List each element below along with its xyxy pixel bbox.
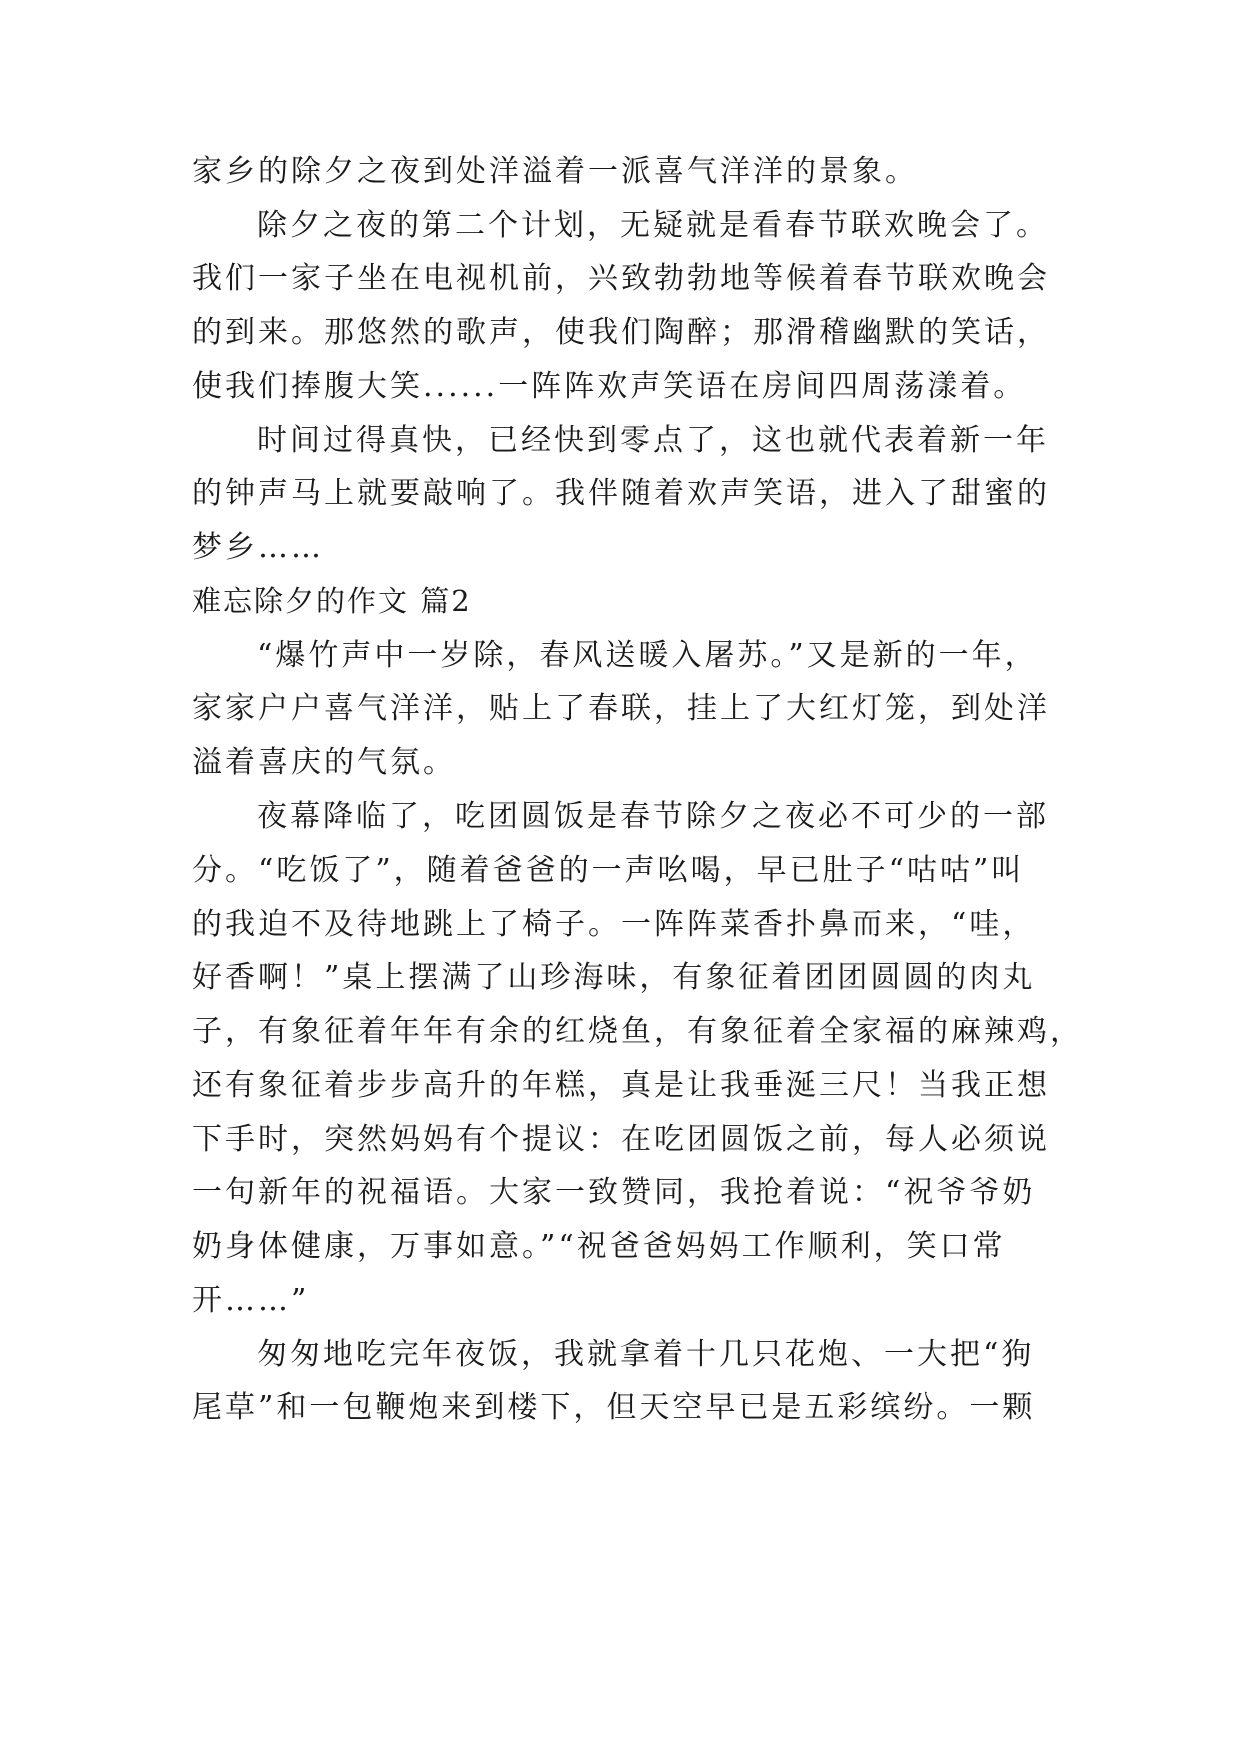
paragraph-line: 时间过得真快，已经快到零点了，这也就代表着新一年: [257, 423, 1049, 458]
paragraph-line: 家家户户喜气洋洋，贴上了春联，挂上了大红灯笼，到处洋: [192, 691, 1050, 726]
paragraph-line: 夜幕降临了，吃团圆饭是春节除夕之夜必不可少的一部: [257, 799, 1049, 834]
paragraph-line: 匆匆地吃完年夜饭，我就拿着十几只花炮、一大把“狗: [257, 1337, 1035, 1372]
paragraph-line: “爆竹声中一岁除，春风送暖入屠苏。”又是新的一年，: [257, 638, 1038, 673]
paragraph-line: 溢着喜庆的气氛。: [192, 745, 456, 780]
paragraph-line: 下手时，突然妈妈有个提议：在吃团圆饭之前，每人必须说: [192, 1122, 1050, 1157]
section-heading: 难忘除夕的作文 篇2: [192, 584, 472, 618]
paragraph-line: 我们一家子坐在电视机前，兴致勃勃地等候着春节联欢晚会: [192, 261, 1050, 296]
paragraph-line: 的到来。那悠然的歌声，使我们陶醉；那滑稽幽默的笑话，: [192, 315, 1050, 350]
paragraph-line: 除夕之夜的第二个计划，无疑就是看春节联欢晚会了。: [257, 208, 1049, 243]
paragraph-line: 开……”: [192, 1283, 310, 1318]
paragraph-line: 家乡的除夕之夜到处洋溢着一派喜气洋洋的景象。: [192, 154, 918, 189]
paragraph-line: 梦乡……: [192, 530, 324, 565]
paragraph-line: 分。“吃饭了”，随着爸爸的一声吆喝，早已肚子“咕咕”叫: [192, 853, 1025, 888]
paragraph-line: 的钟声马上就要敲响了。我伴随着欢声笑语，进入了甜蜜的: [192, 476, 1050, 511]
paragraph-line: 子，有象征着年年有余的红烧鱼，有象征着全家福的麻辣鸡，: [192, 1014, 1083, 1049]
paragraph-line: 奶身体健康，万事如意。”“祝爸爸妈妈工作顺利，笑口常: [192, 1229, 1006, 1264]
paragraph-line: 使我们捧腹大笑......一阵阵欢声笑语在房间四周荡漾着。: [192, 369, 1027, 404]
paragraph-line: 还有象征着步步高升的年糕，真是让我垂涎三尺！当我正想: [192, 1068, 1050, 1103]
paragraph-line: 尾草”和一包鞭炮来到楼下，但天空早已是五彩缤纷。一颗: [192, 1390, 1036, 1425]
paragraph-line: 好香啊！”桌上摆满了山珍海味，有象征着团团圆圆的肉丸: [192, 960, 1036, 995]
paragraph-line: 一句新年的祝福语。大家一致赞同，我抢着说：“祝爷爷奶: [192, 1175, 1036, 1210]
paragraph-line: 的我迫不及待地跳上了椅子。一阵阵菜香扑鼻而来，“哇，: [192, 907, 1036, 942]
